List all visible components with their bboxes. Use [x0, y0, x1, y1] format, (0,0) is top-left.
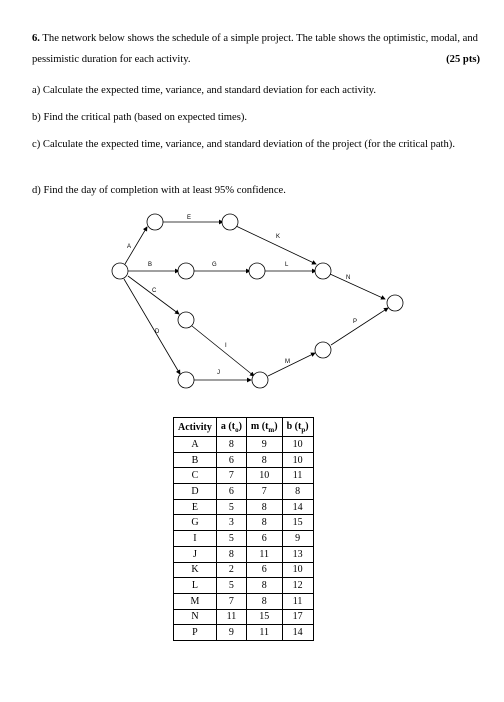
network-node	[178, 372, 194, 388]
cell-activity: N	[174, 609, 217, 625]
network-node	[178, 263, 194, 279]
cell-activity: P	[174, 625, 217, 641]
label-e: E	[187, 215, 192, 221]
cell-a: 2	[216, 562, 246, 578]
cell-m: 8	[246, 499, 282, 515]
cell-a: 9	[216, 625, 246, 641]
network-node	[222, 214, 238, 230]
cell-m: 10	[246, 468, 282, 484]
label-k: K	[276, 234, 281, 240]
label-p: P	[353, 319, 358, 325]
cell-a: 7	[216, 593, 246, 609]
table-row	[174, 578, 314, 594]
cell-a: 5	[216, 499, 246, 515]
cell-a: 6	[216, 484, 246, 500]
network-node	[112, 263, 128, 279]
table-row	[174, 546, 314, 562]
header-activity: Activity	[174, 418, 217, 437]
edge-i	[192, 326, 254, 376]
question-intro	[32, 28, 480, 70]
table-row	[174, 562, 314, 578]
table-row	[174, 609, 314, 625]
cell-a: 5	[216, 578, 246, 594]
cell-m: 6	[246, 531, 282, 547]
header-b: b $(t_p)$	[282, 418, 313, 437]
cell-activity: E	[174, 499, 217, 515]
cell-b: 10	[282, 452, 313, 468]
duration-table	[173, 417, 314, 641]
cell-b: 11	[282, 593, 313, 609]
cell-activity: B	[174, 452, 217, 468]
cell-b: 10	[282, 437, 313, 453]
cell-activity: K	[174, 562, 217, 578]
cell-b: 10	[282, 562, 313, 578]
question-number: 6.	[32, 33, 40, 44]
label-b: B	[148, 262, 153, 268]
cell-a: 6	[216, 452, 246, 468]
cell-activity: J	[174, 546, 217, 562]
label-m: M	[285, 359, 290, 365]
part-a: a) Calculate the expected time, variance, and standard deviation for each activity.	[32, 85, 377, 96]
edge-m	[268, 353, 315, 376]
cell-m: 8	[246, 593, 282, 609]
cell-m: 6	[246, 562, 282, 578]
cell-b: 8	[282, 484, 313, 500]
label-g: G	[212, 262, 217, 268]
part-d: d) Find the day of completion with at least 95% confidence.	[32, 185, 286, 196]
cell-b: 15	[282, 515, 313, 531]
cell-m: 7	[246, 484, 282, 500]
network-node	[147, 214, 163, 230]
project-network-diagram	[0, 200, 504, 400]
cell-a: 3	[216, 515, 246, 531]
network-node	[249, 263, 265, 279]
label-n: N	[346, 275, 351, 281]
label-c: C	[152, 288, 157, 294]
cell-b: 13	[282, 546, 313, 562]
question-intro-text: The network below shows the schedule of a simple project. The table shows the optimistic, modal, and pessimistic duration for each activity.	[32, 33, 478, 65]
cell-m: 15	[246, 609, 282, 625]
cell-activity: A	[174, 437, 217, 453]
header-a: a $(t_o)$	[216, 418, 246, 437]
cell-activity: D	[174, 484, 217, 500]
header-m: m $(t_m)$	[246, 418, 282, 437]
part-c: c) Calculate the expected time, variance, and standard deviation of the project (for the critical path).	[32, 139, 455, 150]
table-row	[174, 437, 314, 453]
cell-b: 14	[282, 499, 313, 515]
network-node	[315, 342, 331, 358]
label-l: L	[285, 262, 289, 268]
cell-m: 8	[246, 578, 282, 594]
edge-p	[331, 308, 388, 345]
cell-m: 9	[246, 437, 282, 453]
label-d: D	[155, 329, 160, 335]
edge-n	[330, 274, 385, 299]
label-j: J	[217, 370, 220, 376]
cell-a: 8	[216, 546, 246, 562]
cell-a: 7	[216, 468, 246, 484]
cell-activity: I	[174, 531, 217, 547]
label-a: A	[127, 244, 132, 250]
edge-k	[236, 226, 316, 264]
network-node	[315, 263, 331, 279]
cell-activity: G	[174, 515, 217, 531]
label-i: I	[225, 343, 227, 349]
table-row	[174, 531, 314, 547]
table-row	[174, 468, 314, 484]
table-row	[174, 625, 314, 641]
network-node	[178, 312, 194, 328]
table-body	[174, 437, 314, 641]
cell-a: 5	[216, 531, 246, 547]
cell-m: 11	[246, 546, 282, 562]
network-node	[387, 295, 403, 311]
cell-activity: M	[174, 593, 217, 609]
table-row	[174, 484, 314, 500]
cell-a: 8	[216, 437, 246, 453]
edge-c	[128, 276, 179, 314]
cell-b: 17	[282, 609, 313, 625]
cell-m: 8	[246, 515, 282, 531]
network-node	[252, 372, 268, 388]
cell-b: 9	[282, 531, 313, 547]
cell-b: 12	[282, 578, 313, 594]
question-points: (25 pts)	[446, 54, 480, 65]
table-row	[174, 499, 314, 515]
cell-b: 11	[282, 468, 313, 484]
part-b: b) Find the critical path (based on expected times).	[32, 112, 248, 123]
table-row	[174, 452, 314, 468]
table-row	[174, 515, 314, 531]
cell-a: 11	[216, 609, 246, 625]
cell-m: 11	[246, 625, 282, 641]
cell-m: 8	[246, 452, 282, 468]
table-row	[174, 593, 314, 609]
table-header-row	[174, 418, 314, 437]
cell-b: 14	[282, 625, 313, 641]
cell-activity: L	[174, 578, 217, 594]
cell-activity: C	[174, 468, 217, 484]
